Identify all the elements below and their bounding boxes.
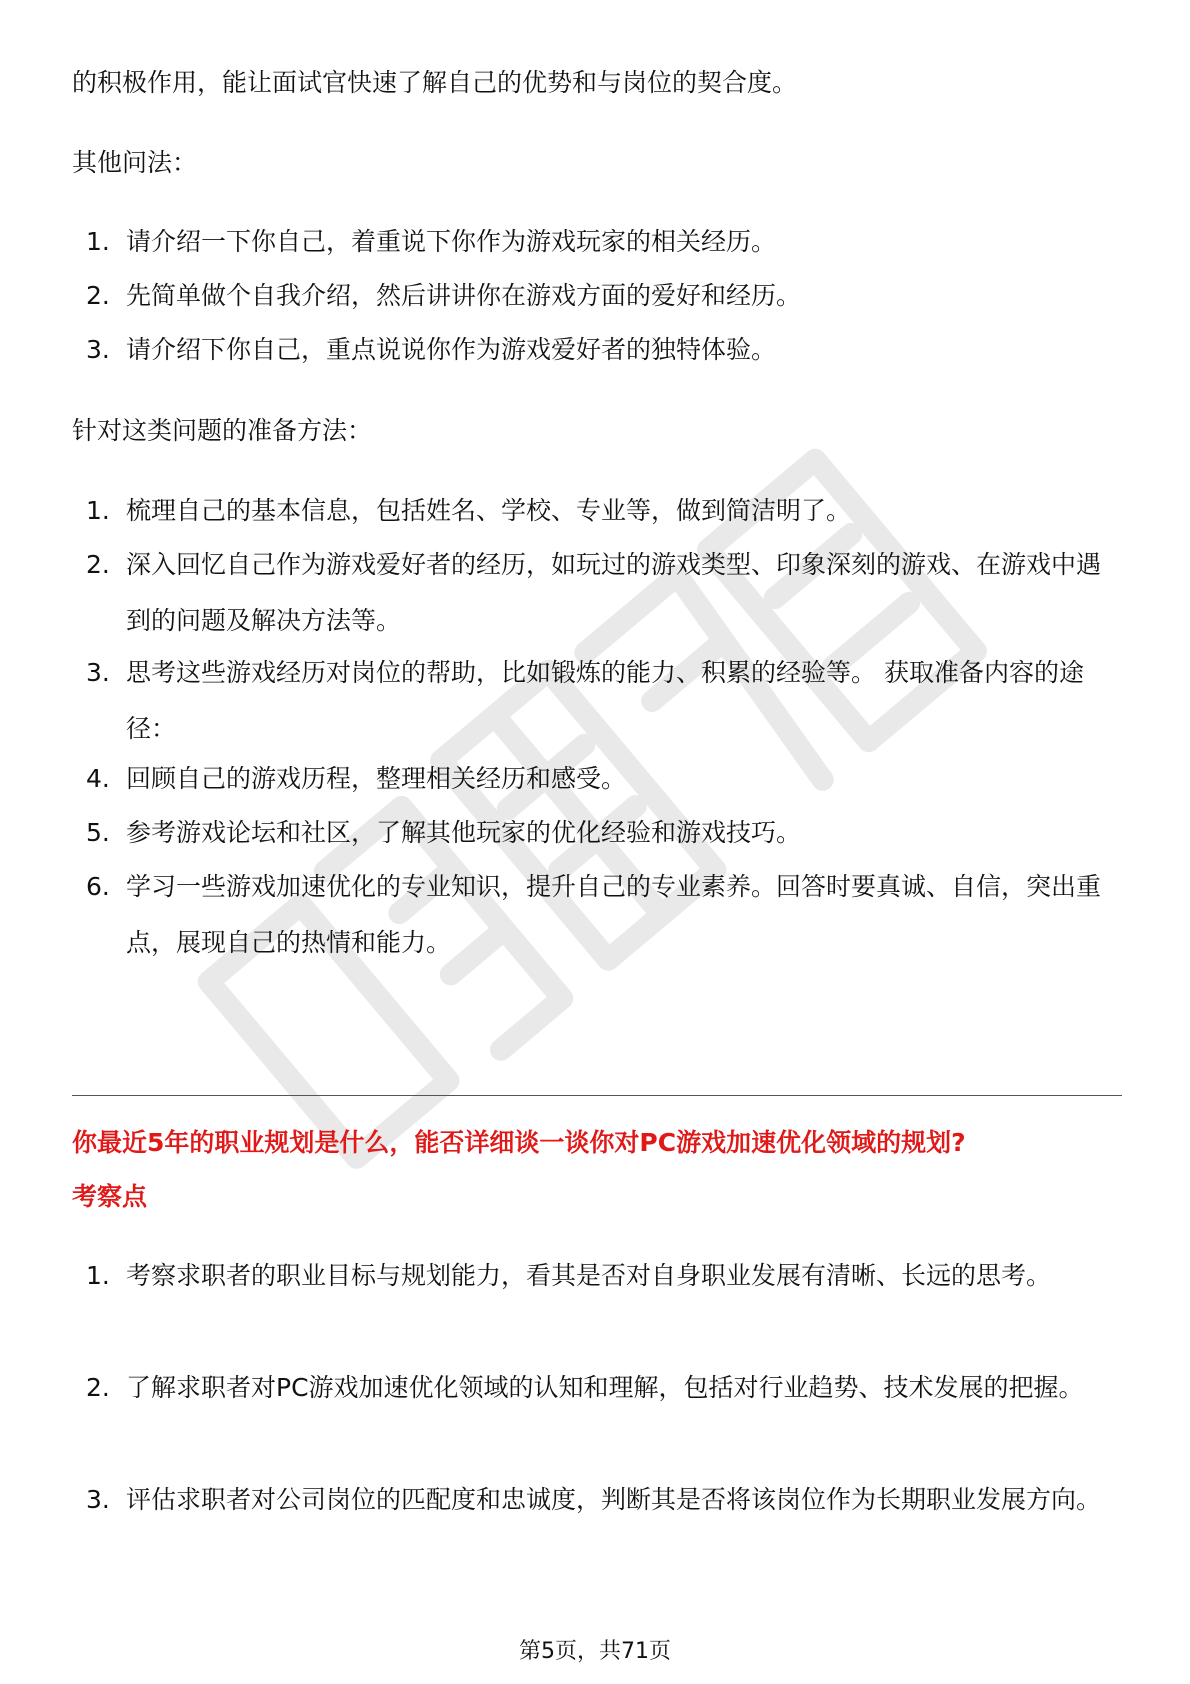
list-number: 1. [86, 1261, 110, 1290]
list-text: 深入回忆自己作为游戏爱好者的经历，如玩过的游戏类型、印象深刻的游戏、在游戏中遇到的问题及解决方法等。 [126, 550, 1102, 635]
list-number: 2. [86, 281, 110, 310]
list-number: 5. [86, 818, 110, 847]
list-text: 学习一些游戏加速优化的专业知识，提升自己的专业素养。回答时要真诚、自信，突出重点，展现自己的热情和能力。 [126, 872, 1102, 957]
other-questions-heading: 其他问法： [72, 148, 198, 177]
list-number: 6. [86, 872, 110, 901]
list-number: 3. [86, 1485, 110, 1514]
section-divider [72, 1095, 1122, 1096]
list-text: 请介绍下你自己，重点说说你作为游戏爱好者的独特体验。 [126, 335, 777, 364]
list-number: 2. [86, 550, 110, 579]
page-number: 第5页，共71页 [519, 1639, 671, 1664]
prep-heading: 针对这类问题的准备方法： [72, 416, 373, 445]
list-text: 了解求职者对PC游戏加速优化领域的认知和理解，包括对行业趋势、技术发展的把握。 [126, 1373, 1084, 1402]
list-text: 评估求职者对公司岗位的匹配度和忠诚度，判断其是否将该岗位作为长期职业发展方向。 [126, 1485, 1102, 1514]
list-text: 思考这些游戏经历对岗位的帮助，比如锻炼的能力、积累的经验等。 获取准备内容的途径： [126, 658, 1084, 743]
list-text: 回顾自己的游戏历程，整理相关经历和感受。 [126, 764, 627, 793]
list-text: 参考游戏论坛和社区，了解其他玩家的优化经验和游戏技巧。 [126, 818, 802, 847]
exam-points-heading: 考察点 [72, 1182, 148, 1211]
list-text: 梳理自己的基本信息，包括姓名、学校、专业等，做到简洁明了。 [126, 496, 852, 525]
list-number: 3. [86, 335, 110, 364]
list-text: 请介绍一下你自己，着重说下你作为游戏玩家的相关经历。 [126, 227, 777, 256]
list-number: 1. [86, 496, 110, 525]
list-number: 3. [86, 658, 110, 687]
list-text: 考察求职者的职业目标与规划能力，看其是否对自身职业发展有清晰、长远的思考。 [126, 1261, 1052, 1290]
list-number: 1. [86, 227, 110, 256]
list-number: 4. [86, 764, 110, 793]
list-number: 2. [86, 1373, 110, 1402]
question-title: 你最近5年的职业规划是什么，能否详细谈一谈你对PC游戏加速优化领域的规划? [72, 1128, 966, 1157]
intro-line: 的积极作用，能让面试官快速了解自己的优势和与岗位的契合度。 [72, 68, 798, 97]
list-text: 先简单做个自我介绍，然后讲讲你在游戏方面的爱好和经历。 [126, 281, 802, 310]
